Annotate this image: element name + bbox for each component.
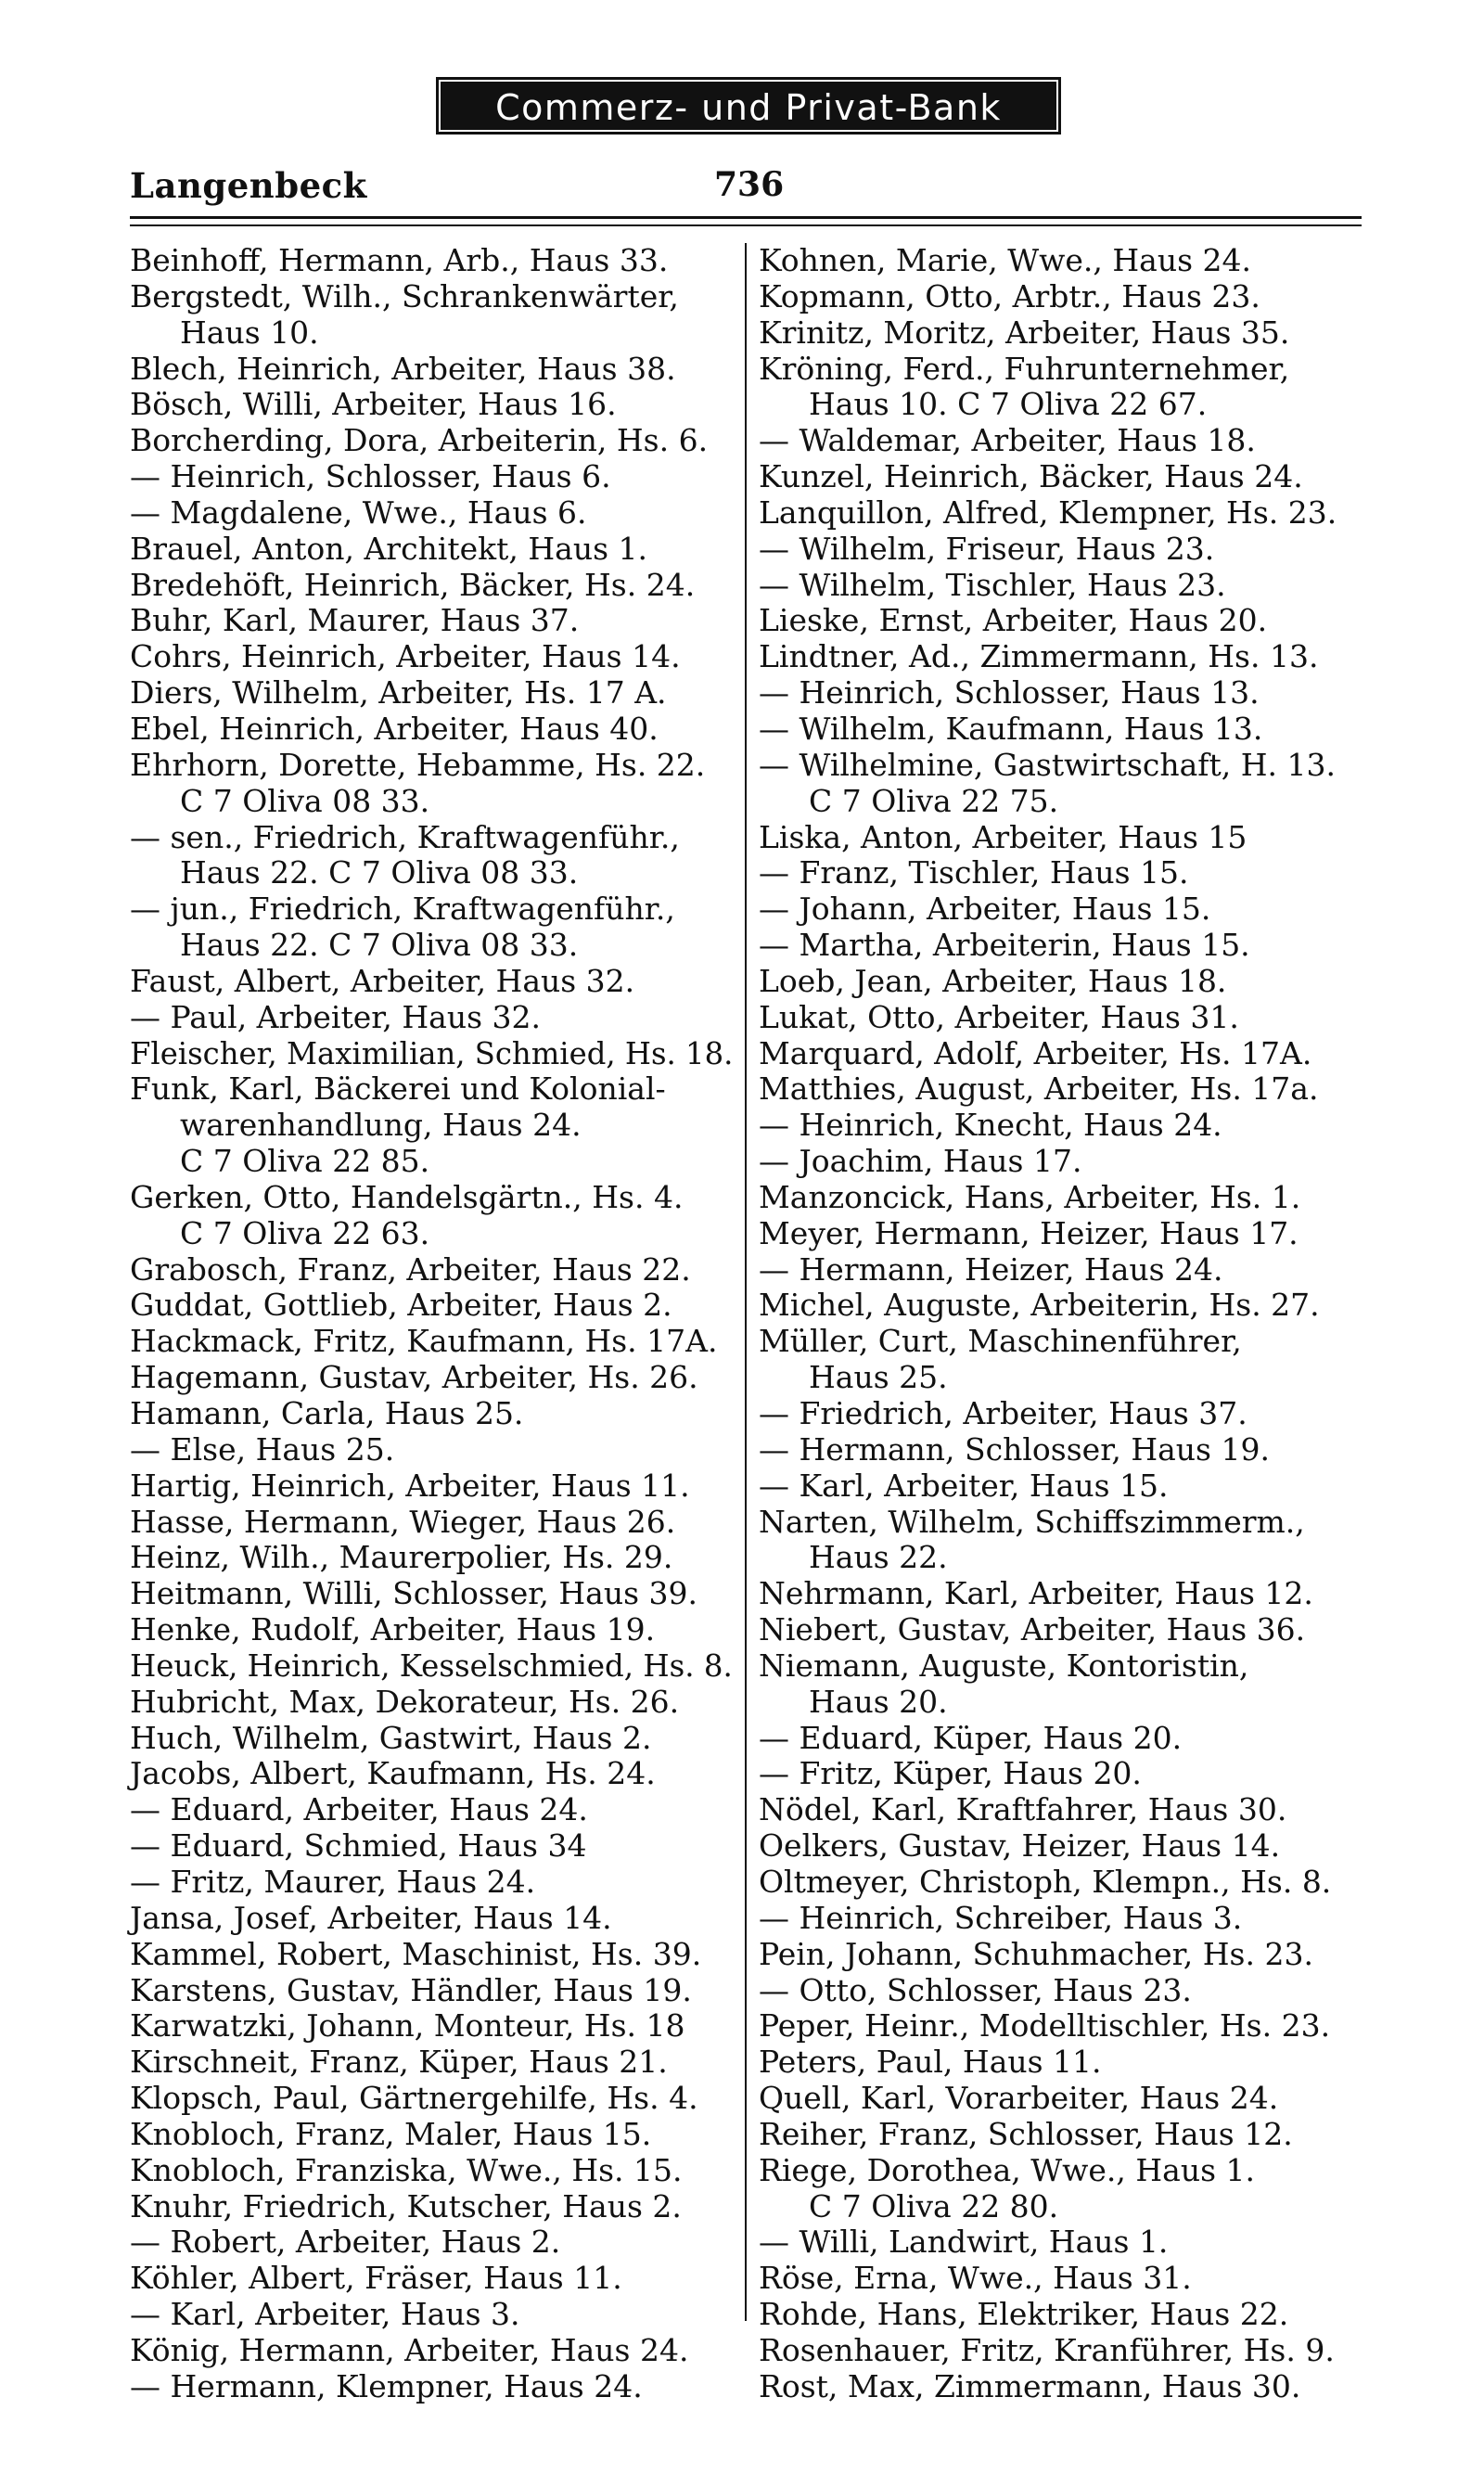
directory-entry: Peper, Heinr., Modelltischler, Hs. 23. <box>759 2007 1331 2045</box>
directory-entry: Marquard, Adolf, Arbeiter, Hs. 17A. <box>759 1034 1312 1071</box>
directory-entry: Fleischer, Maximilian, Schmied, Hs. 18. <box>130 1034 734 1071</box>
directory-entry: Krinitz, Moritz, Arbeiter, Haus 35. <box>759 314 1290 351</box>
page-number: 736 <box>714 165 785 204</box>
directory-entry: Lanquillon, Alfred, Klempner, Hs. 23. <box>759 494 1337 531</box>
directory-entry: Kammel, Robert, Maschinist, Hs. 39. <box>130 1935 702 1972</box>
directory-entry: Oltmeyer, Christoph, Klempn., Hs. 8. <box>759 1863 1332 1900</box>
directory-entry: Jansa, Josef, Arbeiter, Haus 14. <box>130 1899 612 1936</box>
directory-entry: Hamann, Carla, Haus 25. <box>130 1395 524 1431</box>
directory-entry: Blech, Heinrich, Arbeiter, Haus 38. <box>130 350 676 387</box>
directory-entry: — Wilhelmine, Gastwirtschaft, H. 13. <box>759 746 1336 783</box>
directory-column-left <box>130 243 733 2405</box>
directory-entry: Rohde, Hans, Elektriker, Haus 22. <box>759 2296 1289 2333</box>
directory-entry: Michel, Auguste, Arbeiterin, Hs. 27. <box>759 1287 1320 1324</box>
directory-entry: Borcherding, Dora, Arbeiterin, Hs. 6. <box>130 422 709 459</box>
directory-entry: Kirschneit, Franz, Küper, Haus 21. <box>130 2044 668 2081</box>
directory-entry: Ebel, Heinrich, Arbeiter, Haus 40. <box>130 710 659 747</box>
directory-entry-continuation: Haus 22. C 7 Oliva 08 33. <box>180 854 579 891</box>
directory-entry: Köhler, Albert, Fräser, Haus 11. <box>130 2260 622 2297</box>
directory-entry-continuation: C 7 Oliva 08 33. <box>180 782 430 819</box>
directory-entry: — Wilhelm, Friseur, Haus 23. <box>759 530 1215 567</box>
directory-entry: Loeb, Jean, Arbeiter, Haus 18. <box>759 962 1227 999</box>
directory-entry: Bergstedt, Wilh., Schrankenwärter, <box>130 277 679 314</box>
directory-entry: Matthies, August, Arbeiter, Hs. 17a. <box>759 1070 1319 1108</box>
directory-entry: Lieske, Ernst, Arbeiter, Haus 20. <box>759 602 1268 639</box>
directory-entry: — Martha, Arbeiterin, Haus 15. <box>759 927 1250 964</box>
directory-entry: Kröning, Ferd., Fuhrunternehmer, <box>759 350 1290 387</box>
directory-entry: Manzoncick, Hans, Arbeiter, Hs. 1. <box>759 1178 1301 1215</box>
directory-entry: Pein, Johann, Schuhmacher, Hs. 23. <box>759 1935 1313 1972</box>
directory-entry: Quell, Karl, Vorarbeiter, Haus 24. <box>759 2080 1279 2117</box>
directory-entry: Meyer, Hermann, Heizer, Haus 17. <box>759 1214 1298 1251</box>
directory-entry-continuation: C 7 Oliva 22 80. <box>809 2187 1059 2224</box>
header-rule-thick <box>130 216 1362 219</box>
running-head-place: Langenbeck <box>130 165 367 206</box>
directory-entry: — Karl, Arbeiter, Haus 3. <box>130 2296 520 2333</box>
directory-entry: Kunzel, Heinrich, Bäcker, Haus 24. <box>759 458 1303 495</box>
directory-entry: — Fritz, Maurer, Haus 24. <box>130 1863 536 1900</box>
directory-entry: Karstens, Gustav, Händler, Haus 19. <box>130 1971 692 2008</box>
directory-entry: Riege, Dorothea, Wwe., Haus 1. <box>759 2151 1256 2188</box>
directory-entry: Rost, Max, Zimmermann, Haus 30. <box>759 2367 1301 2404</box>
directory-entry: Narten, Wilhelm, Schiffszimmerm., <box>759 1503 1305 1540</box>
directory-entry: Hubricht, Max, Dekorateur, Hs. 26. <box>130 1683 680 1720</box>
directory-entry: Hasse, Hermann, Wieger, Haus 26. <box>130 1503 676 1540</box>
directory-entry-continuation: Haus 10. <box>180 314 319 351</box>
directory-entry: — Robert, Arbeiter, Haus 2. <box>130 2224 561 2261</box>
directory-entry: — Eduard, Schmied, Haus 34 <box>130 1827 587 1865</box>
directory-entry: — Joachim, Haus 17. <box>759 1143 1082 1180</box>
directory-entry: — Heinrich, Knecht, Haus 24. <box>759 1107 1222 1144</box>
directory-entry: Hagemann, Gustav, Arbeiter, Hs. 26. <box>130 1359 698 1396</box>
directory-entry: — Franz, Tischler, Haus 15. <box>759 854 1189 891</box>
directory-entry: Heitmann, Willi, Schlosser, Haus 39. <box>130 1575 698 1612</box>
directory-column-right <box>759 243 1362 2405</box>
directory-entry: — Else, Haus 25. <box>130 1430 395 1468</box>
directory-entry: Knobloch, Franziska, Wwe., Hs. 15. <box>130 2151 683 2188</box>
directory-entry: Heinz, Wilh., Maurerpolier, Hs. 29. <box>130 1539 673 1576</box>
directory-entry: Hartig, Heinrich, Arbeiter, Haus 11. <box>130 1467 690 1504</box>
directory-entry: — Wilhelm, Kaufmann, Haus 13. <box>759 710 1263 747</box>
directory-entry: — Heinrich, Schlosser, Haus 13. <box>759 674 1260 711</box>
directory-entry: Heuck, Heinrich, Kesselschmied, Hs. 8. <box>130 1647 733 1684</box>
directory-entry: Karwatzki, Johann, Monteur, Hs. 18 <box>130 2007 685 2045</box>
directory-entry: Knuhr, Friedrich, Kutscher, Haus 2. <box>130 2187 682 2224</box>
directory-entry: Brauel, Anton, Architekt, Haus 1. <box>130 530 648 567</box>
directory-entry: — Hermann, Klempner, Haus 24. <box>130 2367 643 2404</box>
directory-entry: — Hermann, Schlosser, Haus 19. <box>759 1430 1270 1468</box>
directory-entry: Rosenhauer, Fritz, Kranführer, Hs. 9. <box>759 2331 1335 2368</box>
directory-entry: Lukat, Otto, Arbeiter, Haus 31. <box>759 998 1239 1035</box>
directory-entry: Röse, Erna, Wwe., Haus 31. <box>759 2260 1192 2297</box>
bank-advertisement-banner: Commerz- und Privat-Bank <box>439 80 1058 132</box>
directory-entry: Cohrs, Heinrich, Arbeiter, Haus 14. <box>130 638 681 675</box>
directory-entry: — sen., Friedrich, Kraftwagenführ., <box>130 818 680 855</box>
header-rule-thin <box>130 224 1362 226</box>
directory-entry: Grabosch, Franz, Arbeiter, Haus 22. <box>130 1250 691 1288</box>
directory-entry: Kohnen, Marie, Wwe., Haus 24. <box>759 242 1251 278</box>
directory-entry: — Magdalene, Wwe., Haus 6. <box>130 494 587 531</box>
directory-entry: Diers, Wilhelm, Arbeiter, Hs. 17 A. <box>130 674 667 711</box>
directory-entry: Bredehöft, Heinrich, Bäcker, Hs. 24. <box>130 566 696 603</box>
directory-entry: Nehrmann, Karl, Arbeiter, Haus 12. <box>759 1575 1313 1612</box>
directory-entry: — Waldemar, Arbeiter, Haus 18. <box>759 422 1256 459</box>
directory-entry: — Heinrich, Schreiber, Haus 3. <box>759 1899 1243 1936</box>
directory-entry-continuation: Haus 25. <box>809 1359 948 1396</box>
directory-entry: Oelkers, Gustav, Heizer, Haus 14. <box>759 1827 1281 1865</box>
directory-entry: Knobloch, Franz, Maler, Haus 15. <box>130 2115 652 2152</box>
directory-entry-continuation: C 7 Oliva 22 85. <box>180 1143 430 1180</box>
directory-entry: Beinhoff, Hermann, Arb., Haus 33. <box>130 242 669 278</box>
directory-entry: Gerken, Otto, Handelsgärtn., Hs. 4. <box>130 1178 684 1215</box>
directory-entry: Bösch, Willi, Arbeiter, Haus 16. <box>130 386 617 423</box>
directory-entry: — Karl, Arbeiter, Haus 15. <box>759 1467 1169 1504</box>
directory-entry: Hackmack, Fritz, Kaufmann, Hs. 17A. <box>130 1323 718 1360</box>
directory-entry: — Paul, Arbeiter, Haus 32. <box>130 998 542 1035</box>
directory-entry: Liska, Anton, Arbeiter, Haus 15 <box>759 818 1247 855</box>
directory-entry: — Friedrich, Arbeiter, Haus 37. <box>759 1395 1247 1431</box>
directory-entry: Guddat, Gottlieb, Arbeiter, Haus 2. <box>130 1287 672 1324</box>
directory-entry: — jun., Friedrich, Kraftwagenführ., <box>130 891 675 928</box>
directory-entry: Lindtner, Ad., Zimmermann, Hs. 13. <box>759 638 1319 675</box>
directory-entry: Niemann, Auguste, Kontoristin, <box>759 1647 1249 1684</box>
directory-entry: Henke, Rudolf, Arbeiter, Haus 19. <box>130 1611 656 1648</box>
directory-entry: — Wilhelm, Tischler, Haus 23. <box>759 566 1226 603</box>
directory-entry-continuation: C 7 Oliva 22 75. <box>809 782 1059 819</box>
directory-entry-continuation: warenhandlung, Haus 24. <box>180 1107 582 1144</box>
directory-entry: Huch, Wilhelm, Gastwirt, Haus 2. <box>130 1719 652 1756</box>
directory-entry: Müller, Curt, Maschinenführer, <box>759 1323 1242 1360</box>
directory-entry: Buhr, Karl, Maurer, Haus 37. <box>130 602 580 639</box>
directory-entry: — Hermann, Heizer, Haus 24. <box>759 1250 1223 1288</box>
directory-entry: — Otto, Schlosser, Haus 23. <box>759 1971 1192 2008</box>
directory-entry-continuation: Haus 22. <box>809 1539 948 1576</box>
directory-entry-continuation: Haus 20. <box>809 1683 948 1720</box>
directory-entry: Niebert, Gustav, Arbeiter, Haus 36. <box>759 1611 1306 1648</box>
column-divider <box>745 243 747 2321</box>
directory-entry: — Willi, Landwirt, Haus 1. <box>759 2224 1169 2261</box>
directory-entry: König, Hermann, Arbeiter, Haus 24. <box>130 2331 689 2368</box>
directory-entry: — Fritz, Küper, Haus 20. <box>759 1755 1142 1792</box>
directory-entry: Kopmann, Otto, Arbtr., Haus 23. <box>759 277 1260 314</box>
directory-entry: — Johann, Arbeiter, Haus 15. <box>759 891 1211 928</box>
directory-entry-continuation: Haus 10. C 7 Oliva 22 67. <box>809 386 1208 423</box>
directory-entry: Ehrhorn, Dorette, Hebamme, Hs. 22. <box>130 746 706 783</box>
directory-entry: Reiher, Franz, Schlosser, Haus 12. <box>759 2115 1293 2152</box>
directory-entry: Jacobs, Albert, Kaufmann, Hs. 24. <box>130 1755 656 1792</box>
directory-entry: Klopsch, Paul, Gärtnergehilfe, Hs. 4. <box>130 2080 698 2117</box>
directory-entry: Nödel, Karl, Kraftfahrer, Haus 30. <box>759 1791 1287 1828</box>
directory-entry-continuation: Haus 22. C 7 Oliva 08 33. <box>180 927 579 964</box>
directory-entry: Faust, Albert, Arbeiter, Haus 32. <box>130 962 635 999</box>
directory-entry-continuation: C 7 Oliva 22 63. <box>180 1214 430 1251</box>
directory-entry: Peters, Paul, Haus 11. <box>759 2044 1102 2081</box>
directory-entry: — Eduard, Arbeiter, Haus 24. <box>130 1791 588 1828</box>
directory-entry: Funk, Karl, Bäckerei und Kolonial- <box>130 1070 666 1108</box>
directory-entry: — Eduard, Küper, Haus 20. <box>759 1719 1183 1756</box>
directory-entry: — Heinrich, Schlosser, Haus 6. <box>130 458 611 495</box>
